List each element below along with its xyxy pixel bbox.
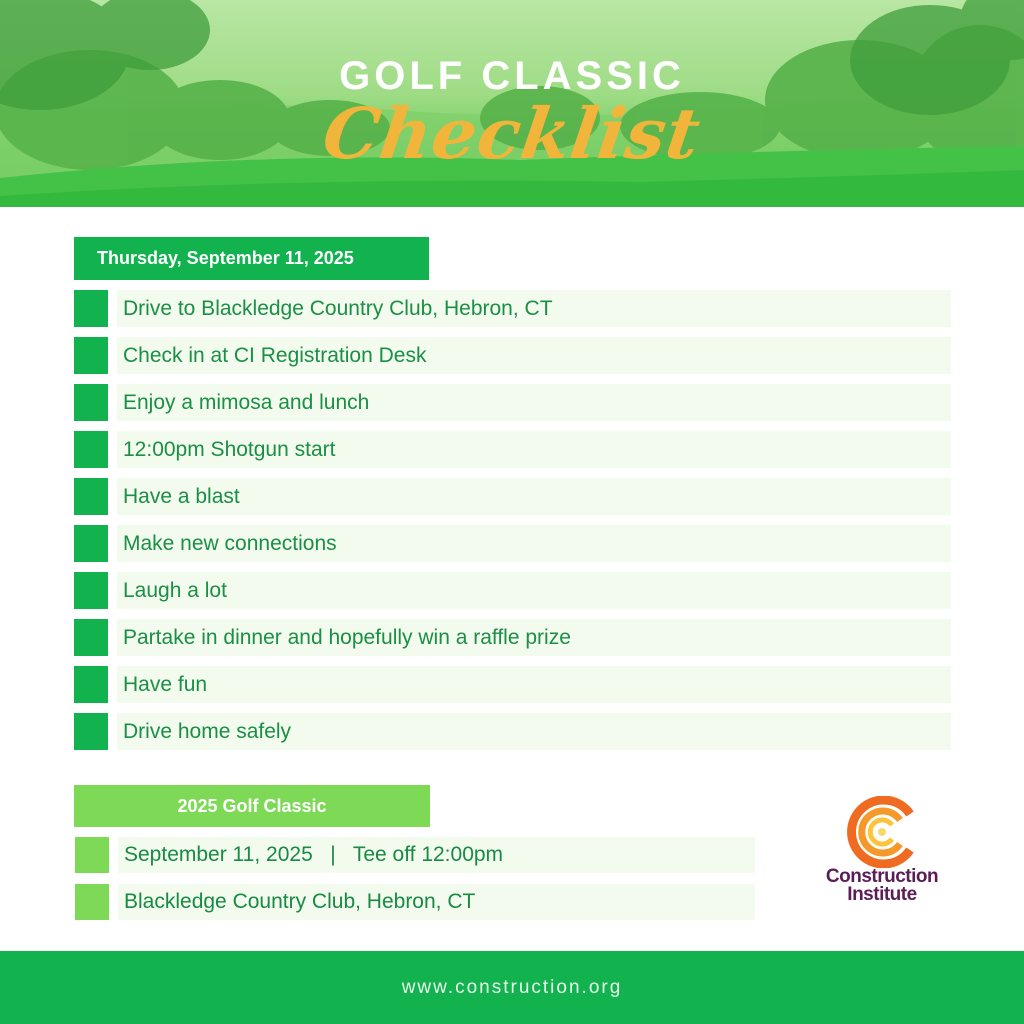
footer [0, 951, 1024, 1024]
logo-line-2: Institute [847, 884, 917, 905]
checklist-item-text: 12:00pm Shotgun start [117, 431, 951, 468]
checklist-item-text: Check in at CI Registration Desk [117, 337, 951, 374]
checkbox[interactable] [74, 478, 108, 515]
checklist-item-text: Have fun [117, 666, 951, 703]
event-details [75, 837, 755, 931]
checkbox[interactable] [74, 290, 108, 327]
checklist-item [74, 572, 951, 609]
schedule-date-label: Thursday, September 11, 2025 [74, 237, 429, 280]
logo-mark-icon [842, 796, 922, 868]
checkbox[interactable] [75, 884, 109, 920]
logo-wordmark [812, 868, 952, 904]
checklist-item-text: Partake in dinner and hopefully win a raffle prize [117, 619, 951, 656]
checkbox[interactable] [74, 337, 108, 374]
checklist-item-text: Drive to Blackledge Country Club, Hebron, CT [117, 290, 951, 327]
checkbox[interactable] [74, 525, 108, 562]
event-detail-item [75, 884, 755, 920]
checkbox[interactable] [74, 713, 108, 750]
checklist-item [74, 525, 951, 562]
checklist-item [74, 431, 951, 468]
event-detail-item [75, 837, 755, 873]
checklist-item [74, 619, 951, 656]
checkbox[interactable] [75, 837, 109, 873]
checkbox[interactable] [74, 666, 108, 703]
checklist-item-text: Make new connections [117, 525, 951, 562]
construction-institute-logo[interactable] [812, 796, 952, 911]
event-date-time: September 11, 2025 | Tee off 12:00pm [118, 837, 755, 873]
checklist-item [74, 290, 951, 327]
checklist-item-text: Have a blast [117, 478, 951, 515]
footer-website-link[interactable]: www.construction.org [401, 976, 623, 998]
checklist-item [74, 666, 951, 703]
logo-line-1: Construction [825, 866, 939, 887]
checklist-item [74, 337, 951, 374]
checkbox[interactable] [74, 431, 108, 468]
checkbox[interactable] [74, 572, 108, 609]
header-banner [0, 0, 1024, 207]
checklist [74, 290, 951, 760]
page-title: GOLF CLASSIC [339, 54, 685, 98]
checklist-item [74, 478, 951, 515]
checklist-item [74, 713, 951, 750]
checkbox[interactable] [74, 619, 108, 656]
checklist-item-text: Drive home safely [117, 713, 951, 750]
event-label: 2025 Golf Classic [74, 785, 430, 827]
checklist-item [74, 384, 951, 421]
event-location: Blackledge Country Club, Hebron, CT [118, 884, 755, 920]
checklist-item-text: Enjoy a mimosa and lunch [117, 384, 951, 421]
checkbox[interactable] [74, 384, 108, 421]
checklist-item-text: Laugh a lot [117, 572, 951, 609]
page-subtitle: Checklist [318, 92, 706, 175]
